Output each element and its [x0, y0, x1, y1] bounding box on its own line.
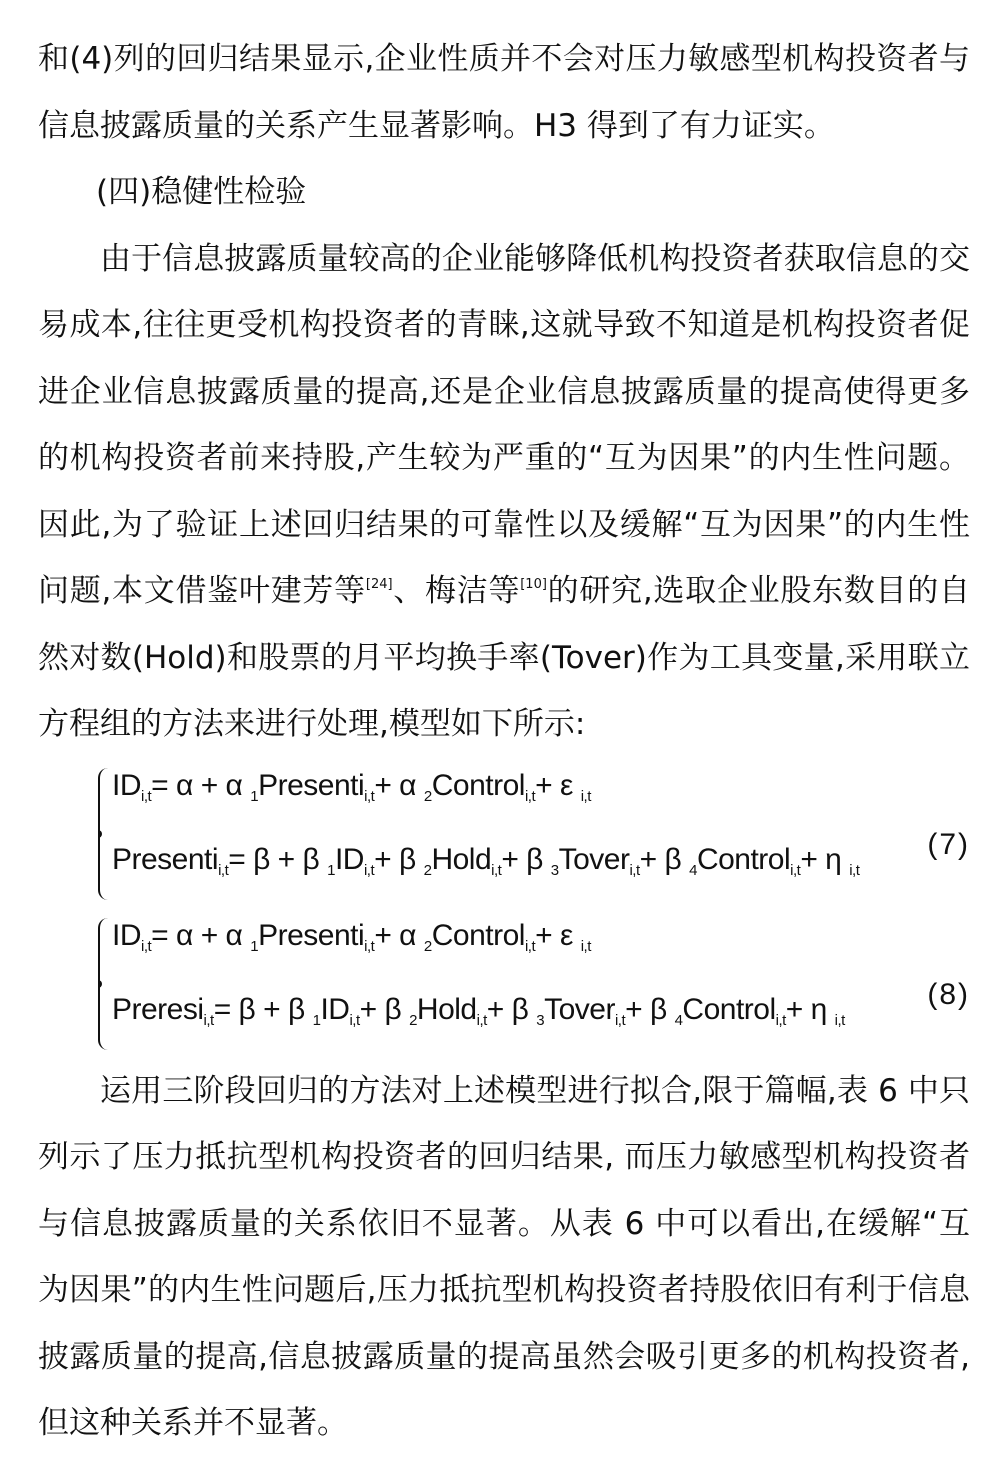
equation-7	[98, 760, 970, 908]
equation-8	[98, 910, 970, 1058]
paragraph-endogeneity	[38, 226, 970, 758]
equation-brace	[98, 768, 110, 900]
equation-8-line-1: $ID_{i,t}= \alpha + \alpha$ $_1$Presenti$_{i,t}$+ α $_2$Control$_{i,t}$+ ε $_{i,t}$	[112, 918, 591, 955]
equation-8-line-2: Preresi$_{i,t}$= β + β $_1ID_{i,t}+ \beta$ $_2$Hold$_{i,t}$+ β $_3$Tover$_{i,t}$+ β $_4$Control$_{i,t}$+ η $_{i,t}$	[112, 992, 845, 1029]
paragraph-text: 的研究,选取企业股东数目的自然对数(Hold)和股票的月平均换手率(Tover)作为工具变量,采用联立方程组的方法来进行处理,模型如下所示:	[38, 573, 970, 742]
equation-7-line-1: $ID_{i,t}= \alpha + \alpha$ $_1$Presenti$_{i,t}$+ α $_2$Control$_{i,t}$+ ε $_{i,t}$	[112, 768, 591, 805]
equation-brace	[98, 918, 110, 1050]
paragraph-results: 和(4)列的回归结果显示,企业性质并不会对压力敏感型机构投资者与信息披露质量的关系产生显著影响。H3 得到了有力证实。	[38, 41, 970, 144]
paragraph-text: 、梅洁等	[392, 573, 521, 609]
paragraph-three-stage-regression: 运用三阶段回归的方法对上述模型进行拟合,限于篇幅,表 6 中只列示了压力抵抗型机构投资者的回归结果, 而压力敏感型机构投资者与信息披露质量的关系依旧不显著。从表 6 中可以看出,在缓解“互为因果”的内生性问题后,压力抵抗型机构投资者持股依旧有利于信息披露质量的提高,信息披露质量的提高虽然会吸引更多的机构投资者,但这种关系并不显著。	[38, 1072, 970, 1441]
paragraph-text: 由于信息披露质量较高的企业能够降低机构投资者获取信息的交易成本,往往更受机构投资者的青睐,这就导致不知道是机构投资者促进企业信息披露质量的提高,还是企业信息披露质量的提高使得更多的机构投资者前来持股,产生较为严重的“互为因果”的内生性问题。因此,为了验证上述回归结果的可靠性以及缓解“互为因果”的内生性问题,本文借鉴叶建芳等	[38, 240, 970, 609]
equation-number: (8)	[927, 977, 970, 1011]
section-heading-robustness: (四)稳健性检验	[96, 174, 307, 210]
equation-number: (7)	[927, 827, 970, 861]
citation-ref: [10]	[520, 577, 547, 592]
citation-ref: [24]	[365, 577, 393, 592]
equation-7-line-2: Presenti$_{i,t}$= β + β $_1ID_{i,t}+ \beta$ $_2$Hold$_{i,t}$+ β $_3$Tover$_{i,t}$+ β $_4$Control$_{i,t}$+ η $_{i,t}$	[112, 842, 860, 879]
